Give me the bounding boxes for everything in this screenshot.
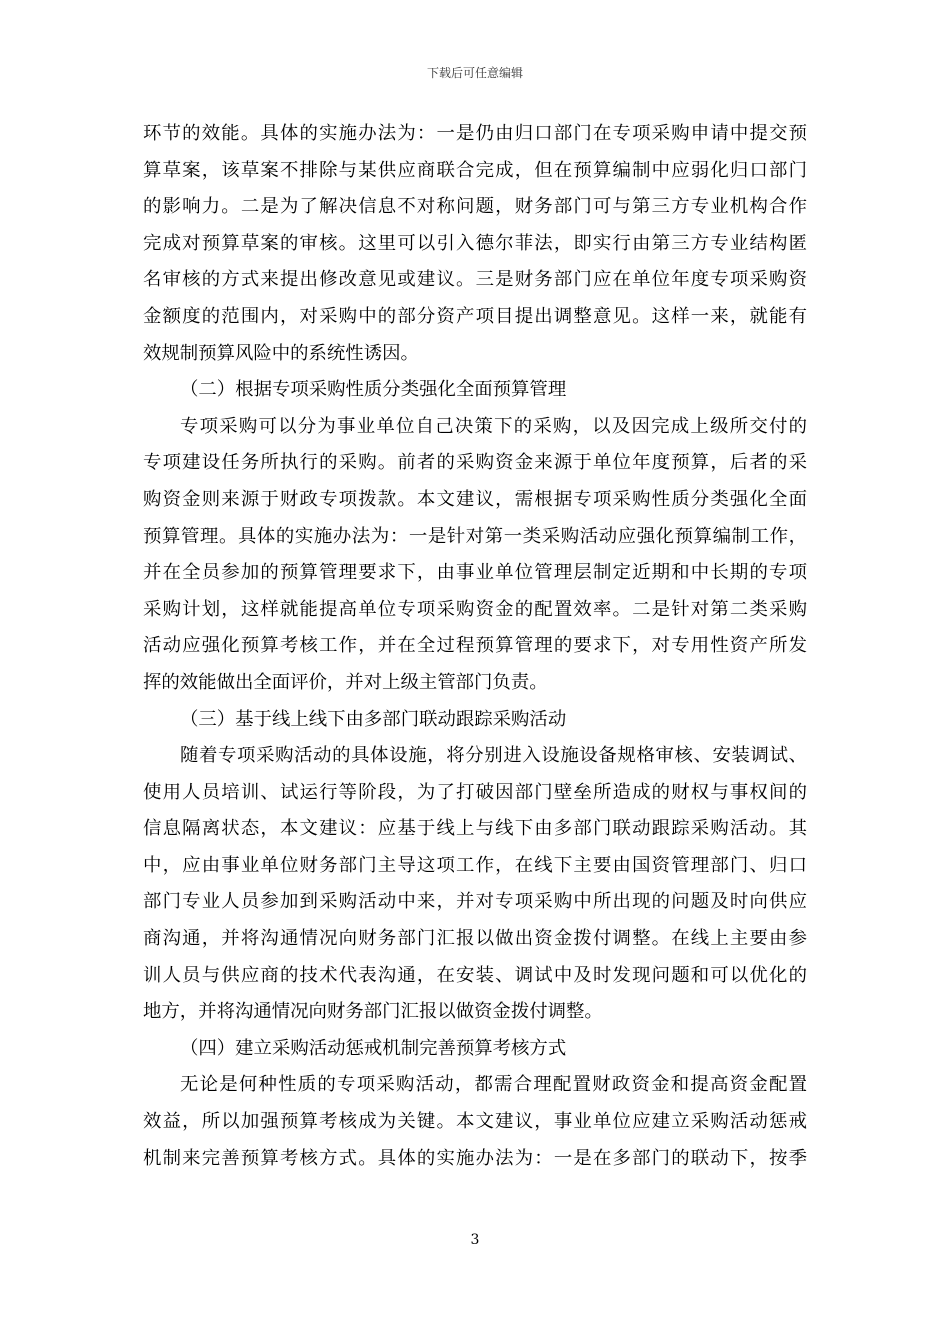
text-line: 效规制预算风险中的系统性诱因。 <box>143 342 419 364</box>
paragraph <box>143 116 807 372</box>
section-heading: （三）基于线上线下由多部门联动跟踪采购活动 <box>180 708 567 730</box>
text-line: 地方，并将沟通情况向财务部门汇报以做资金拨付调整。 <box>143 1001 603 1023</box>
text-line: 专项采购可以分为事业单位自己决策下的采购，以及因完成上级所交付的 <box>180 415 807 437</box>
text-line: 中，应由事业单位财务部门主导这项工作，在线下主要由国资管理部门、归口 <box>143 854 807 876</box>
text-line: 购资金则来源于财政专项拨款。本文建议，需根据专项采购性质分类强化全面 <box>143 488 807 510</box>
text-line: 预算管理。具体的实施办法为：一是针对第一类采购活动应强化预算编制工作， <box>143 525 807 547</box>
page-number: 3 <box>470 1232 480 1248</box>
text-line: 的影响力。二是为了解决信息不对称问题，财务部门可与第三方专业机构合作 <box>143 196 807 218</box>
text-line: 专项建设任务所执行的采购。前者的采购资金来源于单位年度预算，后者的采 <box>143 452 807 474</box>
paragraph <box>143 409 807 702</box>
text-line: 随着专项采购活动的具体设施，将分别进入设施设备规格审核、安装调试、 <box>180 745 807 767</box>
text-line: 并在全员参加的预算管理要求下，由事业单位管理层制定近期和中长期的专项 <box>143 562 807 584</box>
text-line: 活动应强化预算考核工作，并在全过程预算管理的要求下，对专用性资产所发 <box>143 635 807 657</box>
text-line: 使用人员培训、试运行等阶段，为了打破因部门壁垒所造成的财权与事权间的 <box>143 781 807 803</box>
paragraph <box>143 738 807 1031</box>
text-line: 名审核的方式来提出修改意见或建议。三是财务部门应在单位年度专项采购资 <box>143 269 807 291</box>
document-body <box>143 116 807 1177</box>
page-header: 下载后可任意编辑 <box>426 66 523 80</box>
text-line: 训人员与供应商的技术代表沟通，在安装、调试中及时发现问题和可以优化的 <box>143 964 807 986</box>
text-line: 完成对预算草案的审核。这里可以引入德尔菲法，即实行由第三方专业结构匿 <box>143 232 807 254</box>
text-line: 挥的效能做出全面评价，并对上级主管部门负责。 <box>143 671 548 693</box>
text-line: 机制来完善预算考核方式。具体的实施办法为：一是在多部门的联动下，按季 <box>143 1147 807 1169</box>
text-line: 采购计划，这样就能提高单位专项采购资金的配置效率。二是针对第二类采购 <box>143 598 807 620</box>
text-line: 算草案，该草案不排除与某供应商联合完成，但在预算编制中应弱化归口部门 <box>143 159 807 181</box>
text-line: 商沟通，并将沟通情况向财务部门汇报以做出资金拨付调整。在线上主要由参 <box>143 928 807 950</box>
text-line: 环节的效能。具体的实施办法为：一是仍由归口部门在专项采购申请中提交预 <box>143 123 807 144</box>
paragraph <box>143 1067 807 1177</box>
text-line: 部门专业人员参加到采购活动中来，并对专项采购中所出现的问题及时向供应 <box>143 891 807 913</box>
text-line: 金额度的范围内，对采购中的部分资产项目提出调整意见。这样一来，就能有 <box>143 305 807 327</box>
text-line: 信息隔离状态，本文建议：应基于线上与线下由多部门联动跟踪采购活动。其 <box>143 818 807 840</box>
text-line: 无论是何种性质的专项采购活动，都需合理配置财政资金和提高资金配置 <box>180 1074 807 1096</box>
text-line: 效益，所以加强预算考核成为关键。本文建议，事业单位应建立采购活动惩戒 <box>143 1111 807 1133</box>
section-heading: （二）根据专项采购性质分类强化全面预算管理 <box>180 379 567 401</box>
section-heading: （四）建立采购活动惩戒机制完善预算考核方式 <box>180 1037 567 1059</box>
